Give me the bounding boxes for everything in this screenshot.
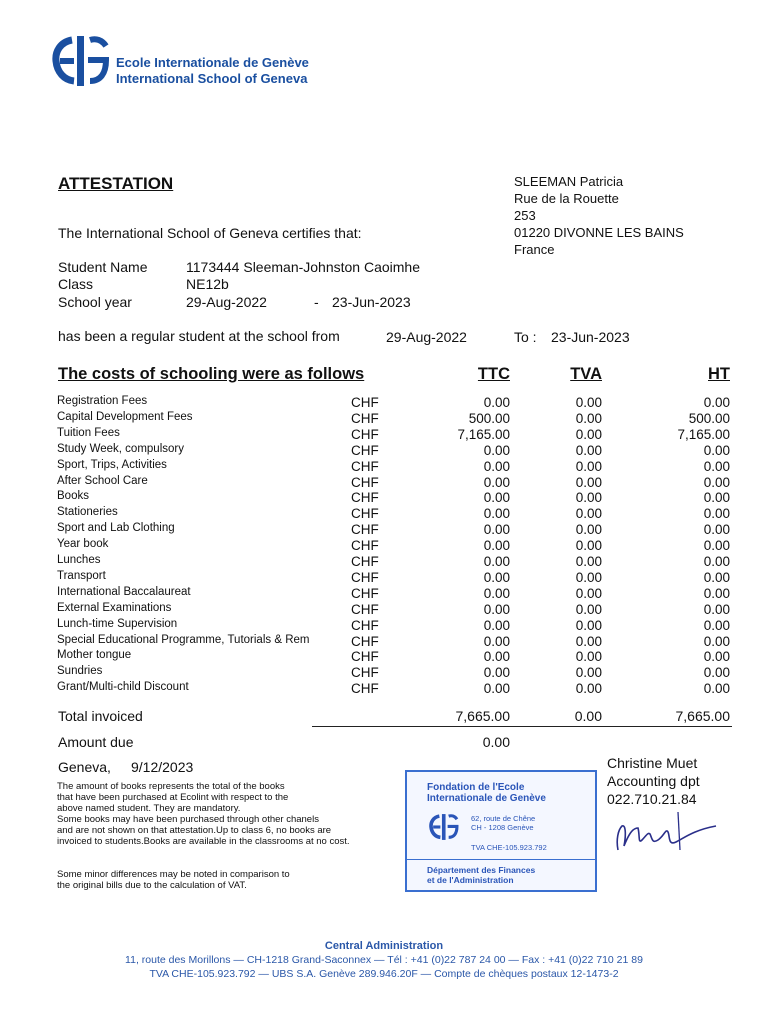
cost-row-ttc: 0.00 <box>483 522 510 538</box>
vat-note <box>57 869 290 891</box>
cost-row-label: Mother tongue <box>57 649 132 662</box>
cost-row-ht: 0.00 <box>703 585 730 601</box>
amount-due-label: Amount due <box>58 734 134 750</box>
stamp-tva: TVA CHE-105.923.792 <box>471 843 547 852</box>
cost-row-currency: CHF <box>351 490 379 506</box>
cost-row-ht: 0.00 <box>703 490 730 506</box>
cost-row-label: Lunches <box>57 554 101 566</box>
cost-row-label: External Examinations <box>57 601 172 614</box>
total-divider <box>312 726 732 727</box>
signatory <box>607 754 700 808</box>
note-line: Some minor differences may be noted in comparison to <box>57 869 290 880</box>
cost-row-label: Capital Development Fees <box>57 410 193 423</box>
cost-row-currency: CHF <box>351 442 379 458</box>
school-year-label: School year <box>58 294 132 310</box>
cost-row-ht: 0.00 <box>703 649 730 665</box>
cost-row-label: Lunch-time Supervision <box>57 617 178 630</box>
school-name-fr: Ecole Internationale de Genève <box>116 55 309 70</box>
cost-row-ht: 0.00 <box>703 458 730 474</box>
school-logo <box>52 34 110 88</box>
recipient-address <box>514 173 684 258</box>
note-line: above named student. They are mandatory. <box>57 803 241 814</box>
cost-row-ht: 0.00 <box>703 633 730 649</box>
cost-row-label: Sport and Lab Clothing <box>57 522 175 535</box>
cost-row-ht: 0.00 <box>703 569 730 585</box>
student-name-value: 1173444 Sleeman-Johnston Caoimhe <box>186 259 421 275</box>
cost-row-currency: CHF <box>351 410 379 426</box>
signatory-dept: Accounting dpt <box>607 773 700 789</box>
cost-row-ttc: 0.00 <box>483 490 510 506</box>
class-label: Class <box>58 276 94 292</box>
footer-line1: 11, route des Morillons — CH-1218 Grand-Saconnex — Tél : +41 (0)22 787 24 00 — Fax : +41 (0)22 710 21 89 <box>125 954 643 966</box>
school-year-from: 29-Aug-2022 <box>186 294 267 310</box>
stamp-addr2: CH - 1208 Genève <box>471 823 534 832</box>
stamp-addr1: 62, route de Chêne <box>471 814 536 823</box>
cost-row-tva: 0.00 <box>575 585 602 601</box>
cost-row-ht: 0.00 <box>703 617 730 633</box>
signatory-name: Christine Muet <box>607 755 698 771</box>
footer-line2: TVA CHE-105.923.792 — UBS S.A. Genève 289.946.20F — Compte de chèques postaux 12-1473-2 <box>149 968 619 980</box>
total-ttc: 7,665.00 <box>455 708 510 724</box>
cost-row-ttc: 0.00 <box>483 569 510 585</box>
cost-row-tva: 0.00 <box>575 601 602 617</box>
cost-row-ttc: 500.00 <box>468 410 510 426</box>
col-ht-header: HT <box>708 365 730 383</box>
cost-row-ht: 500.00 <box>688 410 730 426</box>
cost-row-tva: 0.00 <box>575 681 602 697</box>
date: 9/12/2023 <box>131 759 194 775</box>
cost-row-ttc: 0.00 <box>483 617 510 633</box>
stamp-divider <box>407 859 595 860</box>
total-ht: 7,665.00 <box>675 708 730 724</box>
cost-row-ht: 0.00 <box>703 681 730 697</box>
cost-row-tva: 0.00 <box>575 554 602 569</box>
student-name-label: Student Name <box>58 259 148 275</box>
cost-row-label: Transport <box>57 569 106 582</box>
cost-row-label: Grant/Multi-child Discount <box>57 681 189 694</box>
costs-heading: The costs of schooling were as follows <box>58 365 365 383</box>
cost-row-label: Study Week, compulsory <box>57 442 184 455</box>
stamp-dept1: Département des Finances <box>427 865 536 875</box>
cost-row-label: Books <box>57 490 89 503</box>
cost-row-label: Sport, Trips, Activities <box>57 458 167 471</box>
cost-row-currency: CHF <box>351 601 379 617</box>
stamp-line2: Internationale de Genève <box>427 793 546 804</box>
address-line: SLEEMAN Patricia <box>514 174 624 189</box>
cost-row-currency: CHF <box>351 649 379 665</box>
cost-row-tva: 0.00 <box>575 395 602 410</box>
cost-row-tva: 0.00 <box>575 617 602 633</box>
cost-row-tva: 0.00 <box>575 633 602 649</box>
cost-row-tva: 0.00 <box>575 442 602 458</box>
cost-row-ttc: 0.00 <box>483 395 510 410</box>
cost-row-ht: 7,165.00 <box>677 426 730 442</box>
cost-row-currency: CHF <box>351 617 379 633</box>
cost-row-currency: CHF <box>351 458 379 474</box>
cost-row-ht: 0.00 <box>703 538 730 554</box>
cost-row-label: After School Care <box>57 474 148 487</box>
cost-row-ttc: 0.00 <box>483 538 510 554</box>
to-label: To : <box>514 329 537 345</box>
stamp-dept2: et de l'Administration <box>427 875 514 885</box>
cost-row-currency: CHF <box>351 506 379 522</box>
col-tva-header: TVA <box>570 365 602 383</box>
address-line: France <box>514 242 555 257</box>
class-value: NE12b <box>186 276 229 292</box>
cost-row-ttc: 0.00 <box>483 585 510 601</box>
address-line: Rue de la Rouette <box>514 191 619 206</box>
cost-row-ttc: 0.00 <box>483 442 510 458</box>
cost-row-tva: 0.00 <box>575 410 602 426</box>
regular-to-date: 23-Jun-2023 <box>551 329 630 345</box>
regular-from-date: 29-Aug-2022 <box>386 329 467 345</box>
cost-row-currency: CHF <box>351 569 379 585</box>
eig-logo-icon <box>52 34 110 88</box>
cost-row-currency: CHF <box>351 585 379 601</box>
school-name-en: International School of Geneva <box>116 71 308 86</box>
school-year-dash: - <box>314 294 319 310</box>
cost-row-currency: CHF <box>351 633 379 649</box>
cost-row-ttc: 0.00 <box>483 474 510 490</box>
cost-row-tva: 0.00 <box>575 538 602 554</box>
cost-row-label: International Baccalaureat <box>57 585 191 598</box>
document-title: ATTESTATION <box>58 174 174 193</box>
address-line: 01220 DIVONNE LES BAINS <box>514 225 684 240</box>
note-line: Some books may have been purchased through other chanels <box>57 814 319 825</box>
cost-row-ttc: 0.00 <box>483 649 510 665</box>
cost-row-label: Tuition Fees <box>57 426 120 439</box>
cost-row-label: Sundries <box>57 665 103 678</box>
cost-row-tva: 0.00 <box>575 426 602 442</box>
cost-row-currency: CHF <box>351 681 379 697</box>
cost-row-tva: 0.00 <box>575 458 602 474</box>
amount-due-value: 0.00 <box>482 734 510 750</box>
cost-row-ht: 0.00 <box>703 442 730 458</box>
cost-row-currency: CHF <box>351 522 379 538</box>
school-year-to: 23-Jun-2023 <box>332 294 411 310</box>
cost-row-currency: CHF <box>351 426 379 442</box>
cost-row-label: Special Educational Programme, Tutorials & Rem <box>57 633 310 646</box>
cost-row-ht: 0.00 <box>703 506 730 522</box>
note-line: and are not shown on that attestation.Up to class 6, no books are <box>57 825 332 836</box>
cost-row-tva: 0.00 <box>575 649 602 665</box>
note-line: invoiced to students.Books are available in the classrooms at no cost. <box>57 836 350 847</box>
cost-row-ht: 0.00 <box>703 601 730 617</box>
cost-row-label: Stationeries <box>57 506 118 519</box>
stamp-logo-icon <box>429 812 459 847</box>
cost-row-ht: 0.00 <box>703 522 730 538</box>
cost-row-ht: 0.00 <box>703 554 730 569</box>
cost-row-ht: 0.00 <box>703 474 730 490</box>
official-stamp <box>405 770 597 892</box>
cost-row-tva: 0.00 <box>575 522 602 538</box>
cost-row-ttc: 0.00 <box>483 458 510 474</box>
cost-row-ttc: 0.00 <box>483 601 510 617</box>
cost-row-ttc: 0.00 <box>483 506 510 522</box>
total-tva: 0.00 <box>574 708 602 724</box>
cost-row-label: Year book <box>57 538 109 551</box>
note-line: that have been purchased at Ecolint with respect to the <box>57 792 289 803</box>
regular-student-text: has been a regular student at the school from <box>58 328 340 344</box>
cost-row-tva: 0.00 <box>575 569 602 585</box>
cost-row-ttc: 0.00 <box>483 554 510 569</box>
signature-icon <box>604 806 724 862</box>
cost-row-ttc: 0.00 <box>483 665 510 681</box>
cost-row-currency: CHF <box>351 538 379 554</box>
cost-row-ht: 0.00 <box>703 665 730 681</box>
place: Geneva, <box>58 759 111 775</box>
total-invoiced-label: Total invoiced <box>58 708 143 724</box>
books-note <box>57 781 350 847</box>
note-line: The amount of books represents the total of the books <box>57 781 285 792</box>
cost-row-tva: 0.00 <box>575 665 602 681</box>
cost-row-tva: 0.00 <box>575 490 602 506</box>
footer-title: Central Administration <box>324 940 444 952</box>
cost-row-currency: CHF <box>351 665 379 681</box>
stamp-line1: Fondation de l'Ecole <box>427 782 525 793</box>
cost-row-ht: 0.00 <box>703 395 730 410</box>
cost-row-currency: CHF <box>351 554 379 569</box>
certifies-text: The International School of Geneva certifies that: <box>58 225 362 241</box>
note-line: the original bills due to the calculation of VAT. <box>57 880 247 891</box>
address-line: 253 <box>514 208 536 223</box>
cost-row-ttc: 0.00 <box>483 681 510 697</box>
cost-row-tva: 0.00 <box>575 474 602 490</box>
cost-row-currency: CHF <box>351 474 379 490</box>
cost-row-ttc: 7,165.00 <box>457 426 510 442</box>
cost-row-label: Registration Fees <box>57 395 148 407</box>
signatory-phone: 022.710.21.84 <box>607 791 697 807</box>
cost-row-tva: 0.00 <box>575 506 602 522</box>
cost-row-currency: CHF <box>351 395 379 410</box>
cost-row-ttc: 0.00 <box>483 633 510 649</box>
signature <box>604 806 724 862</box>
footer <box>0 939 768 981</box>
col-ttc-header: TTC <box>477 365 510 383</box>
